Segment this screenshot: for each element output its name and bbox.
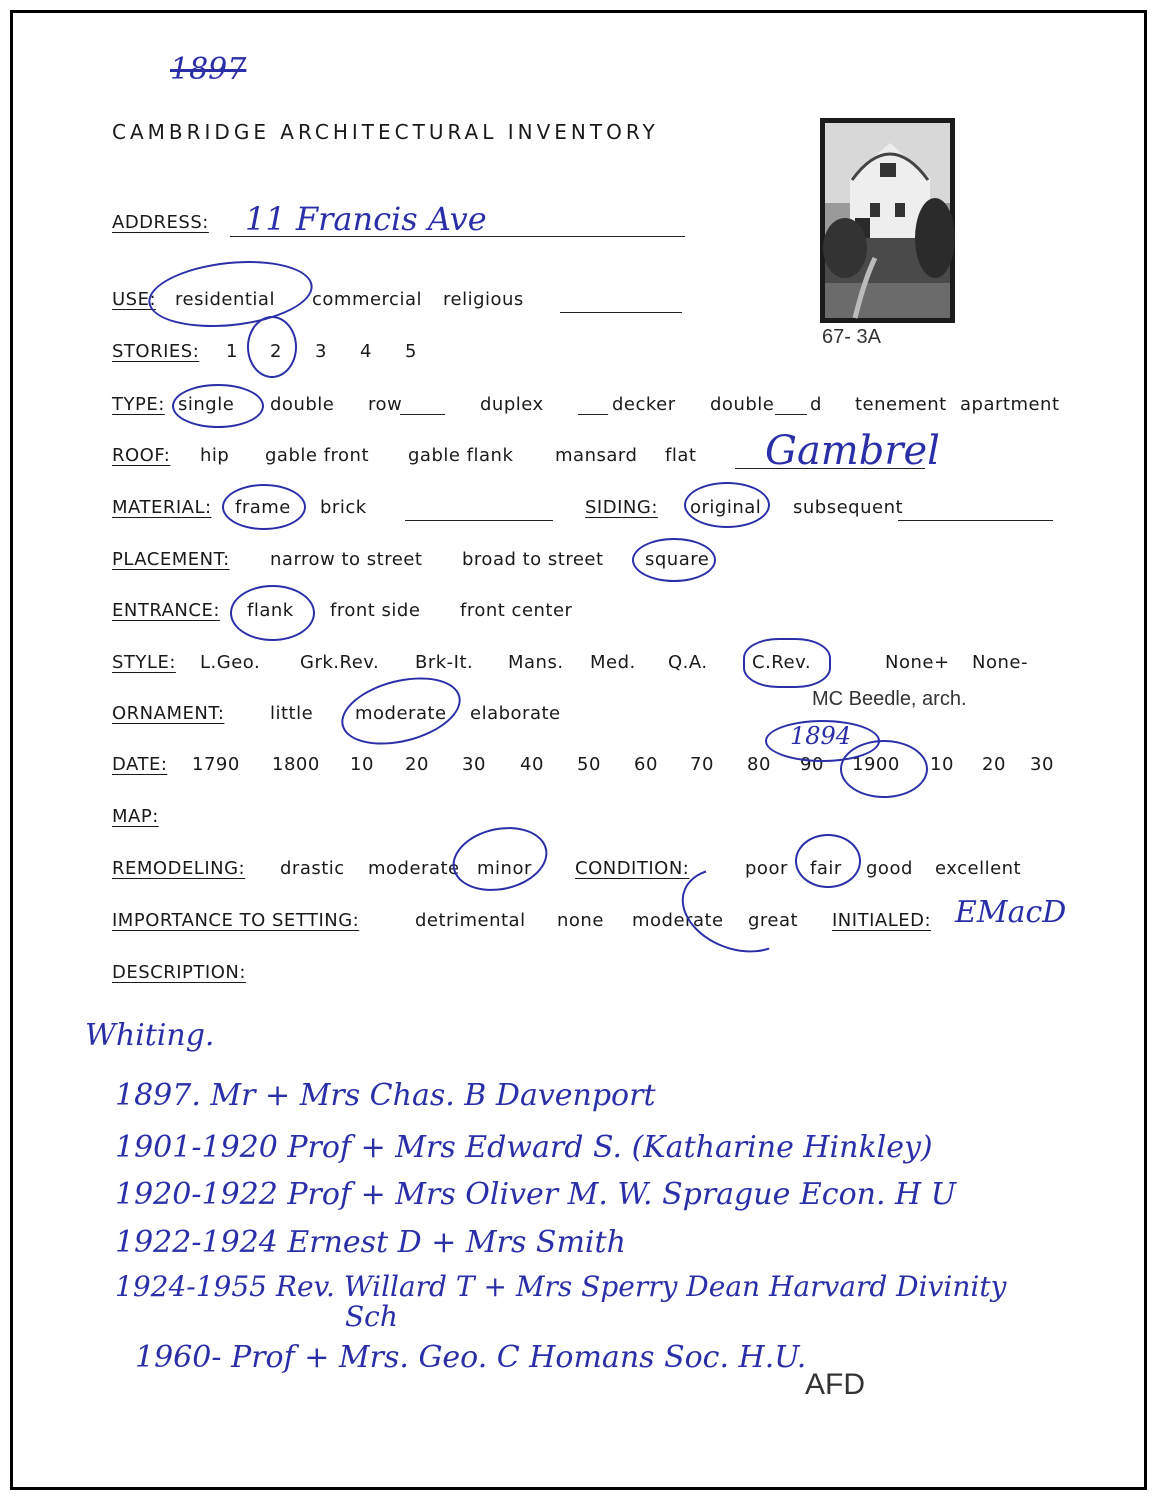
date-option-60[interactable]: 60: [634, 754, 658, 775]
entrance-option-front-center[interactable]: front center: [460, 600, 573, 621]
importance-option-detrimental[interactable]: detrimental: [415, 910, 526, 931]
roof-option-gable-front[interactable]: gable front: [265, 445, 369, 466]
type-option-duplex[interactable]: duplex: [480, 394, 544, 415]
style-option-med[interactable]: Med.: [590, 652, 636, 673]
address-value: 11 Francis Ave: [245, 200, 487, 238]
entrance-label: ENTRANCE:: [112, 600, 220, 621]
ornament-option-elaborate[interactable]: elaborate: [470, 703, 561, 724]
condition-option-excellent[interactable]: excellent: [935, 858, 1022, 879]
style-option-none-plus[interactable]: None+: [885, 652, 950, 673]
use-blank: [560, 312, 682, 313]
date-option-70[interactable]: 70: [690, 754, 714, 775]
description-entry-sch: Sch: [345, 1300, 398, 1333]
siding-option-original[interactable]: original: [690, 497, 762, 518]
date-handwritten: 1894: [790, 722, 852, 750]
date-option-1800[interactable]: 1800: [272, 754, 320, 775]
date-option-1910[interactable]: 10: [930, 754, 954, 775]
ornament-option-little[interactable]: little: [270, 703, 314, 724]
ornament-label: ORNAMENT:: [112, 703, 225, 724]
description-entry-1897: 1897. Mr + Mrs Chas. B Davenport: [115, 1078, 656, 1113]
date-option-1930[interactable]: 30: [1030, 754, 1054, 775]
roof-option-gable-flank[interactable]: gable flank: [408, 445, 514, 466]
stories-option-1[interactable]: 1: [226, 341, 238, 362]
style-option-none-minus[interactable]: None-: [972, 652, 1028, 673]
style-label: STYLE:: [112, 652, 176, 673]
placement-label: PLACEMENT:: [112, 549, 230, 570]
description-entry-1922: 1922-1924 Ernest D + Mrs Smith: [115, 1225, 626, 1260]
material-option-frame[interactable]: frame: [235, 497, 291, 518]
use-option-residential[interactable]: residential: [175, 289, 275, 310]
stories-option-2[interactable]: 2: [270, 341, 282, 362]
importance-option-none[interactable]: none: [557, 910, 604, 931]
date-option-20[interactable]: 20: [405, 754, 429, 775]
address-label: ADDRESS:: [112, 212, 209, 233]
use-option-commercial[interactable]: commercial: [312, 289, 422, 310]
type-label: TYPE:: [112, 394, 165, 415]
type-circle: [172, 384, 264, 428]
style-option-qa[interactable]: Q.A.: [668, 652, 708, 673]
material-blank: [405, 520, 553, 521]
condition-circle: [795, 834, 861, 888]
roof-option-flat[interactable]: flat: [665, 445, 697, 466]
description-entry-1924: 1924-1955 Rev. Willard T + Mrs Sperry Dean Harvard Divinity: [115, 1270, 1007, 1303]
style-option-grkrev[interactable]: Grk.Rev.: [300, 652, 380, 673]
top-mark: 1897: [170, 52, 247, 87]
stories-option-5[interactable]: 5: [405, 341, 417, 362]
entrance-circle: [230, 585, 315, 641]
type-option-d[interactable]: d: [810, 394, 822, 415]
use-label: USE:: [112, 289, 157, 310]
type-option-double[interactable]: double: [270, 394, 335, 415]
stories-option-3[interactable]: 3: [315, 341, 327, 362]
description-entry-1960: 1960- Prof + Mrs. Geo. C Homans Soc. H.U.: [135, 1340, 807, 1375]
date-label: DATE:: [112, 754, 168, 775]
remodeling-option-drastic[interactable]: drastic: [280, 858, 345, 879]
initialed-label: INITIALED:: [832, 910, 932, 931]
roof-option-hip[interactable]: hip: [200, 445, 230, 466]
description-label: DESCRIPTION:: [112, 962, 246, 983]
type-option-single[interactable]: single: [178, 394, 235, 415]
style-option-crev[interactable]: C.Rev.: [752, 652, 812, 673]
material-label: MATERIAL:: [112, 497, 212, 518]
date-option-40[interactable]: 40: [520, 754, 544, 775]
type-option-row[interactable]: row: [368, 394, 403, 415]
date-option-1920[interactable]: 20: [982, 754, 1006, 775]
material-circle: [222, 484, 306, 530]
description-entry-1901: 1901-1920 Prof + Mrs Edward S. (Katharine Hinkley): [115, 1130, 933, 1165]
placement-option-narrow[interactable]: narrow to street: [270, 549, 423, 570]
importance-option-moderate[interactable]: moderate: [632, 910, 724, 931]
remodeling-option-minor[interactable]: minor: [477, 858, 532, 879]
condition-label: CONDITION:: [575, 858, 690, 879]
type-row-blank: [400, 414, 445, 415]
initialed-value: EMacD: [955, 895, 1067, 930]
material-option-brick[interactable]: brick: [320, 497, 367, 518]
style-option-lgeo[interactable]: L.Geo.: [200, 652, 261, 673]
importance-option-great[interactable]: great: [748, 910, 799, 931]
entrance-option-front-side[interactable]: front side: [330, 600, 421, 621]
roof-handwritten: Gambrel: [765, 428, 940, 474]
importance-label: IMPORTANCE TO SETTING:: [112, 910, 360, 931]
roof-label: ROOF:: [112, 445, 171, 466]
condition-option-fair[interactable]: fair: [810, 858, 842, 879]
condition-option-poor[interactable]: poor: [745, 858, 788, 879]
type-option-apartment[interactable]: apartment: [960, 394, 1060, 415]
remodeling-option-moderate[interactable]: moderate: [368, 858, 460, 879]
siding-circle: [684, 482, 770, 528]
date-option-90[interactable]: 90: [800, 754, 824, 775]
type-decker-blank: [578, 414, 608, 415]
description-heading: Whiting.: [85, 1018, 215, 1053]
ornament-handwritten: MC Beedle, arch.: [812, 688, 967, 710]
form-title: CAMBRIDGE ARCHITECTURAL INVENTORY: [112, 120, 659, 144]
style-option-brkit[interactable]: Brk-It.: [415, 652, 474, 673]
entrance-option-flank[interactable]: flank: [247, 600, 294, 621]
ornament-option-moderate[interactable]: moderate: [355, 703, 447, 724]
description-entry-1920: 1920-1922 Prof + Mrs Oliver M. W. Sprague Econ. H U: [115, 1177, 957, 1212]
siding-blank: [898, 520, 1053, 521]
style-circle: [743, 638, 831, 688]
type-double-d-blank: [775, 414, 807, 415]
date-option-1790[interactable]: 1790: [192, 754, 240, 775]
siding-label: SIDING:: [585, 497, 658, 518]
type-option-double-d[interactable]: double: [710, 394, 775, 415]
date-option-30[interactable]: 30: [462, 754, 486, 775]
roof-option-mansard[interactable]: mansard: [555, 445, 638, 466]
stories-option-4[interactable]: 4: [360, 341, 372, 362]
map-label: MAP:: [112, 806, 159, 827]
style-option-mans[interactable]: Mans.: [508, 652, 564, 673]
stories-label: STORIES:: [112, 341, 200, 362]
placement-option-square[interactable]: square: [645, 549, 710, 570]
type-option-decker[interactable]: decker: [612, 394, 676, 415]
date-option-10[interactable]: 10: [350, 754, 374, 775]
type-option-tenement[interactable]: tenement: [855, 394, 947, 415]
stories-circle: [247, 316, 297, 378]
use-option-religious[interactable]: religious: [443, 289, 524, 310]
date-option-80[interactable]: 80: [747, 754, 771, 775]
placement-option-broad[interactable]: broad to street: [462, 549, 604, 570]
siding-option-subsequent[interactable]: subsequent: [793, 497, 904, 518]
date-option-50[interactable]: 50: [577, 754, 601, 775]
photo-id: 67- 3A: [822, 326, 881, 348]
condition-option-good[interactable]: good: [866, 858, 913, 879]
remodeling-label: REMODELING:: [112, 858, 246, 879]
description-signature: AFD: [805, 1368, 865, 1401]
house-photo: [820, 118, 955, 323]
placement-circle: [632, 538, 716, 582]
date-option-1900[interactable]: 1900: [852, 754, 900, 775]
